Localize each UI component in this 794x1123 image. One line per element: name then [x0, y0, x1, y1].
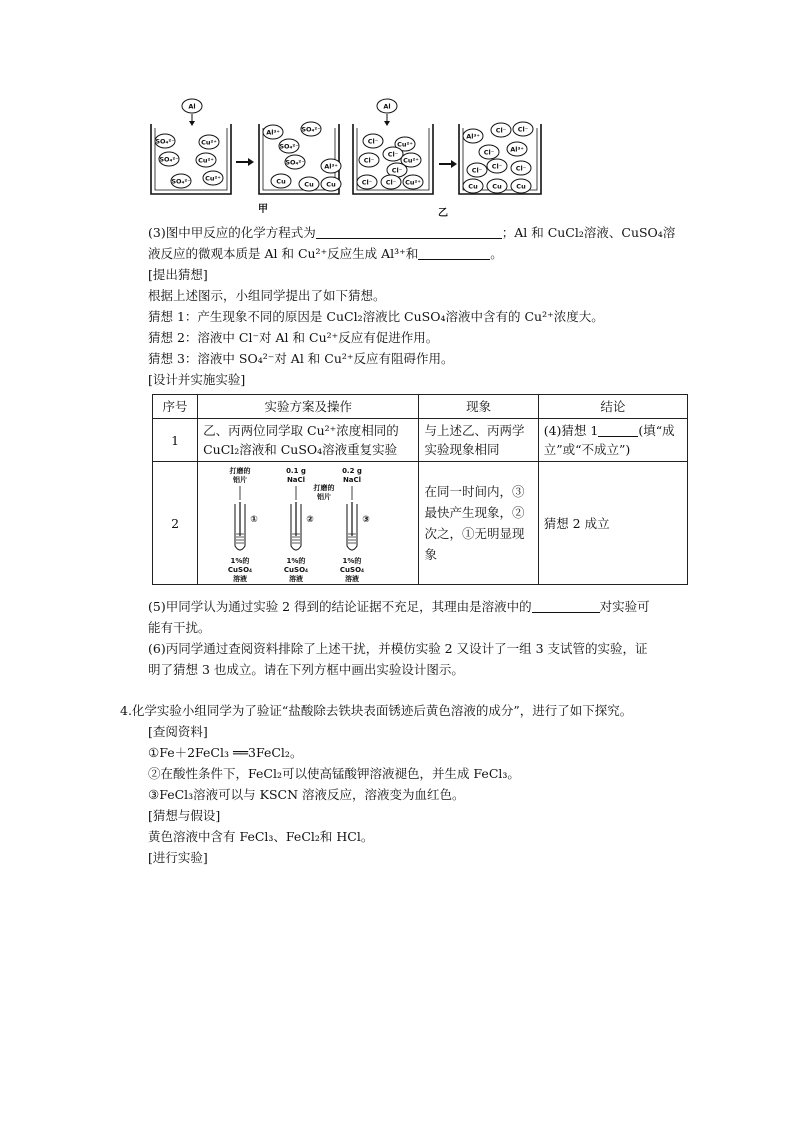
ion-b2-3-label: SO₄²⁻	[279, 142, 299, 151]
ion-b4-2-label: Cl⁻	[495, 126, 507, 135]
ion-b3-3-label: Cu²⁺	[397, 140, 413, 149]
ion-b1-5-label: Cu²⁺	[198, 156, 214, 165]
ion-b2-1-label: Al³⁺	[266, 128, 280, 137]
top-label-1b: 铝片	[233, 476, 248, 484]
row1-no: 1	[153, 419, 198, 462]
drop-arrow-head-1	[189, 121, 195, 126]
tube-bottom-label-1-1: CuSO₄	[227, 566, 253, 574]
ion-b4-7-label: Cl⁻	[515, 164, 527, 173]
tube-bottom-label-1-0: 1%的	[230, 557, 250, 565]
hypo-intro: 根据上述图示，小组同学提出了如下猜想。	[148, 288, 386, 303]
ion-b4-4-label: Cl⁻	[483, 148, 495, 157]
row1-plan: 乙、丙两位同学取 Cu²⁺浓度相同的 CuCl₂溶液和 CuSO₄溶液重复实验	[198, 419, 419, 462]
q3-end: 。	[490, 246, 503, 261]
q3-line2-text: 液反应的微观本质是 Al 和 Cu²⁺反应生成 Al³⁺和	[148, 246, 419, 261]
tube-bottom-label-3-2: 溶液	[345, 575, 360, 582]
q5-b: 对实验可	[599, 599, 650, 614]
top-label-3a: 0.2 g	[342, 467, 363, 475]
tube-num-2: ②	[306, 515, 314, 525]
ion-b1-6-label: SO₄²⁻	[171, 177, 191, 186]
q5-line2: 能有干扰。	[148, 620, 211, 635]
tube-bottom-label-3-0: 1%的	[342, 557, 362, 565]
ion-b4-8-label: Cl⁻	[471, 166, 483, 175]
ion-b3-7-label: Cl⁻	[391, 166, 403, 175]
ion-b3-4-label: Cl⁻	[387, 150, 399, 159]
ion-b1-4-label: SO₄²⁻	[159, 155, 179, 164]
reaction-diagram	[145, 96, 565, 220]
ion-b4-10-label: Cu	[492, 182, 502, 191]
top-label-3b: NaCl	[343, 476, 362, 484]
hypo-item-3: 猜想 3：溶液中 SO₄²⁻对 Al 和 Cu²⁺反应有阻碍作用。	[148, 351, 454, 366]
ion-b4-6-label: Cl⁻	[491, 162, 503, 171]
q4-guess-heading: [猜想与假设]	[148, 808, 221, 823]
ion-b2-6-label: Cu	[276, 177, 286, 186]
ion-b4-9-label: Cu	[468, 182, 478, 191]
beaker-diagram-svg	[145, 96, 565, 220]
ion-b3-1-label: Al	[383, 102, 391, 111]
q3-blank-equation[interactable]	[316, 225, 502, 239]
row2-phenomenon: 在同一时间内，③最快产生现象，②次之，①无明显现象	[419, 462, 538, 585]
q4-ref-3: ③FeCl₃溶液可以与 KSCN 溶液反应，溶液变为血红色。	[148, 787, 465, 802]
drop-arrow-head-3	[384, 121, 390, 126]
ion-b4-11-label: Cu	[516, 182, 526, 191]
hypo-heading: [提出猜想]	[148, 267, 208, 282]
q5-a: (5)甲同学认为通过实验 2 得到的结论证据不充足，其理由是溶液中的	[148, 599, 532, 614]
tube-bottom-label-3-1: CuSO₄	[339, 566, 365, 574]
ion-b4-3-label: Cl⁻	[517, 125, 529, 134]
q6-line1: (6)丙同学通过查阅资料排除了上述干扰，并模仿实验 2 又设计了一组 3 支试管的实验，证	[148, 641, 648, 656]
col-header-plan: 实验方案及操作	[198, 395, 419, 419]
col-header-phenomenon: 现象	[419, 395, 538, 419]
q3-prefix: (3)图中甲反应的化学方程式为	[148, 225, 316, 240]
mid-label-b: 铝片	[317, 493, 332, 501]
q4-title: 4.化学实验小组同学为了验证“盐酸除去铁块表面锈迹后黄色溶液的成分”，进行了如下探究。	[120, 703, 633, 718]
q5-blank[interactable]	[532, 599, 600, 613]
design-heading: [设计并实施实验]	[148, 372, 246, 387]
mid-label-a: 打磨的	[313, 484, 335, 492]
q4-ref-2: ②在酸性条件下，FeCl₂可以使高锰酸钾溶液褪色，并生成 FeCl₃。	[148, 766, 520, 781]
tube-num-3: ③	[362, 515, 370, 525]
row2-plan-figure	[198, 462, 419, 585]
ion-b2-4-label: SO₄²⁻	[285, 158, 305, 167]
ion-b1-1-label: Al	[188, 102, 196, 111]
row1-conclusion	[538, 419, 687, 462]
ion-b2-2-label: SO₄²⁻	[301, 125, 321, 134]
q3-line2	[148, 243, 503, 264]
label-jia: 甲	[258, 204, 268, 215]
label-yi: 乙	[438, 208, 448, 219]
col-header-conclusion: 结论	[538, 395, 687, 419]
row2-no: 2	[153, 462, 198, 585]
row1-concl-a: (4)猜想 1	[543, 423, 599, 438]
table-row	[153, 419, 688, 462]
ion-b1-7-label: Cu²⁺	[205, 174, 221, 183]
q4-guess: 黄色溶液中含有 FeCl₃、FeCl₂和 HCl。	[148, 829, 374, 844]
ion-b3-9-label: Cl⁻	[385, 178, 397, 187]
top-label-1a: 打磨的	[229, 467, 251, 475]
table-row	[153, 462, 688, 585]
row2-conclusion: 猜想 2 成立	[538, 462, 687, 585]
ion-b4-5-label: Al³⁺	[510, 145, 524, 154]
q4-ref-1: ①Fe＋2FeCl₃ ══3FeCl₂。	[148, 745, 303, 760]
ion-b3-5-label: Cl⁻	[363, 156, 375, 165]
ion-b1-3-label: Cu²⁺	[201, 138, 217, 147]
test-tubes-svg	[198, 464, 408, 582]
tube-bottom-label-2-0: 1%的	[286, 557, 306, 565]
tube-bottom-label-1-2: 溶液	[233, 575, 248, 582]
tube-bottom-label-2-1: CuSO₄	[283, 566, 309, 574]
q6-line2: 明了猜想 3 也成立。请在下列方框中画出实验设计图示。	[148, 662, 464, 677]
hypo-item-1: 猜想 1：产生现象不同的原因是 CuCl₂溶液比 CuSO₄溶液中含有的 Cu²⁺浓度大。	[148, 309, 604, 324]
q5-line1	[148, 596, 650, 617]
ion-b1-2-label: SO₄²⁻	[155, 137, 175, 146]
ion-b2-7-label: Cu	[304, 180, 314, 189]
row1-concl-b: (填“成立”或“不成立”)	[543, 423, 675, 457]
col-header-no: 序号	[153, 395, 198, 419]
ion-b3-2-label: Cl⁻	[367, 137, 379, 146]
tube-bottom-label-2-2: 溶液	[289, 575, 304, 582]
ion-b2-5-label: Al³⁺	[324, 162, 338, 171]
ion-b2-8-label: Cu	[326, 180, 336, 189]
experiment-table	[152, 394, 688, 585]
hypo-item-2: 猜想 2：溶液中 Cl⁻对 Al 和 Cu²⁺反应有促进作用。	[148, 330, 439, 345]
reaction-arrow-yi-head	[451, 160, 457, 168]
ion-b3-10-label: Cu²⁺	[405, 178, 421, 187]
tube-num-1: ①	[250, 515, 258, 525]
ion-b3-6-label: Cu²⁺	[403, 156, 419, 165]
q3-blank-product[interactable]	[418, 246, 490, 260]
row1-phenomenon: 与上述乙、丙两学实验现象相同	[419, 419, 538, 462]
table-header-row	[153, 395, 688, 419]
q4-ref-heading: [查阅资料]	[148, 724, 208, 739]
q3-line1	[148, 222, 675, 243]
reaction-arrow-jia-head	[248, 158, 254, 166]
row1-blank[interactable]	[598, 423, 638, 437]
ion-b4-1-label: Al³⁺	[466, 132, 480, 141]
q3-mid: ；Al 和 CuCl₂溶液、CuSO₄溶	[501, 225, 676, 240]
q4-exp-heading: [进行实验]	[148, 850, 208, 865]
ion-b3-8-label: Cl⁻	[361, 178, 373, 187]
top-label-2a: 0.1 g	[286, 467, 307, 475]
top-label-2b: NaCl	[287, 476, 306, 484]
